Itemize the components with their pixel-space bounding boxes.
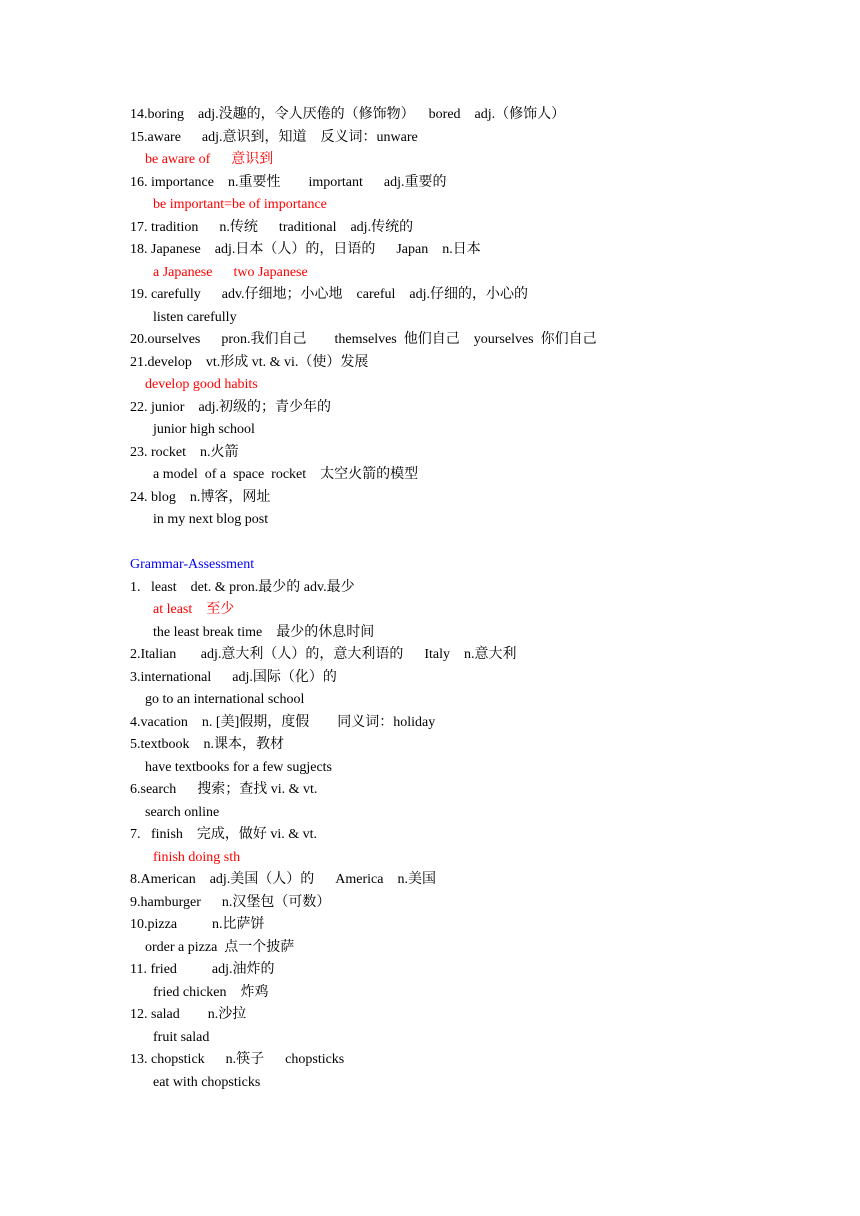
- text-line: 15.aware adj.意识到，知道 反义词：unware: [130, 129, 418, 145]
- text-line: develop good habits: [145, 377, 258, 392]
- text-line: 14.boring adj.没趣的，令人厌倦的（修饰物） bored adj.（修饰人）: [130, 107, 566, 122]
- text-line: fried chicken 炸鸡: [153, 984, 269, 1000]
- text-line: 10.pizza n.比萨饼: [130, 917, 265, 932]
- text-line: be important=be of importance: [153, 197, 327, 212]
- blank-line: [0, 532, 860, 555]
- text-line: 24. blog n.博客，网址: [130, 489, 271, 505]
- text-line: have textbooks for a few sugjects: [145, 759, 332, 775]
- text-line: 7. finish 完成，做好 vi. & vt.: [130, 827, 318, 842]
- text-line: the least break time 最少的休息时间: [153, 624, 375, 640]
- text-line: 8.American adj.美国（人）的 America n.美国: [130, 872, 436, 887]
- text-line: 12. salad n.沙拉: [130, 1007, 247, 1022]
- text-line: fruit salad: [153, 1029, 210, 1045]
- text-line: listen carefully: [153, 309, 237, 325]
- text-line: 19. carefully adv.仔细地；小心地 careful adj.仔细的，小心的: [130, 287, 529, 302]
- text-line: search online: [145, 804, 220, 820]
- text-line: go to an international school: [145, 692, 305, 707]
- text-line: 6.search 搜索；查找 vi. & vt.: [130, 782, 318, 797]
- text-line: eat with chopsticks: [153, 1074, 261, 1090]
- text-line: 22. junior adj.初级的；青少年的: [130, 399, 332, 415]
- vocabulary-list: [0, 104, 860, 1094]
- text-line: 4.vacation n. [美]假期，度假 同义词：holiday: [130, 714, 436, 730]
- text-line: be aware of 意识到: [145, 152, 274, 167]
- text-line: 11. fried adj.油炸的: [130, 962, 275, 977]
- text-line: a model of a space rocket 太空火箭的模型: [153, 467, 419, 482]
- text-line: 9.hamburger n.汉堡包（可数）: [130, 894, 331, 910]
- text-line: 2.Italian adj.意大利（人）的，意大利语的 Italy n.意大利: [130, 647, 517, 662]
- text-line: 16. importance n.重要性 important adj.重要的: [130, 174, 447, 190]
- text-line: 20.ourselves pron.我们自己 themselves 他们自己 yourselves 你们自己: [130, 332, 597, 347]
- text-line: in my next blog post: [153, 512, 269, 527]
- text-line: 17. tradition n.传统 traditional adj.传统的: [130, 219, 414, 235]
- text-line: 1. least det. & pron.最少的 adv.最少: [130, 579, 355, 595]
- text-line: a Japanese two Japanese: [153, 264, 308, 280]
- text-line: junior high school: [153, 422, 255, 437]
- text-line: 13. chopstick n.筷子 chopsticks: [130, 1052, 345, 1067]
- text-line: at least 至少: [153, 602, 235, 617]
- text-line: finish doing sth: [153, 849, 241, 865]
- text-line: order a pizza 点一个披萨: [145, 939, 295, 955]
- text-line: 18. Japanese adj.日本（人）的，日语的 Japan n.日本: [130, 242, 481, 257]
- text-line: 23. rocket n.火箭: [130, 444, 239, 460]
- text-line: 21.develop vt.形成 vt. & vi.（使）发展: [130, 354, 369, 370]
- text-line: 3.international adj.国际（化）的: [130, 669, 337, 685]
- text-line: 5.textbook n.课本，教材: [130, 737, 284, 752]
- section-heading: Grammar-Assessment: [130, 557, 255, 572]
